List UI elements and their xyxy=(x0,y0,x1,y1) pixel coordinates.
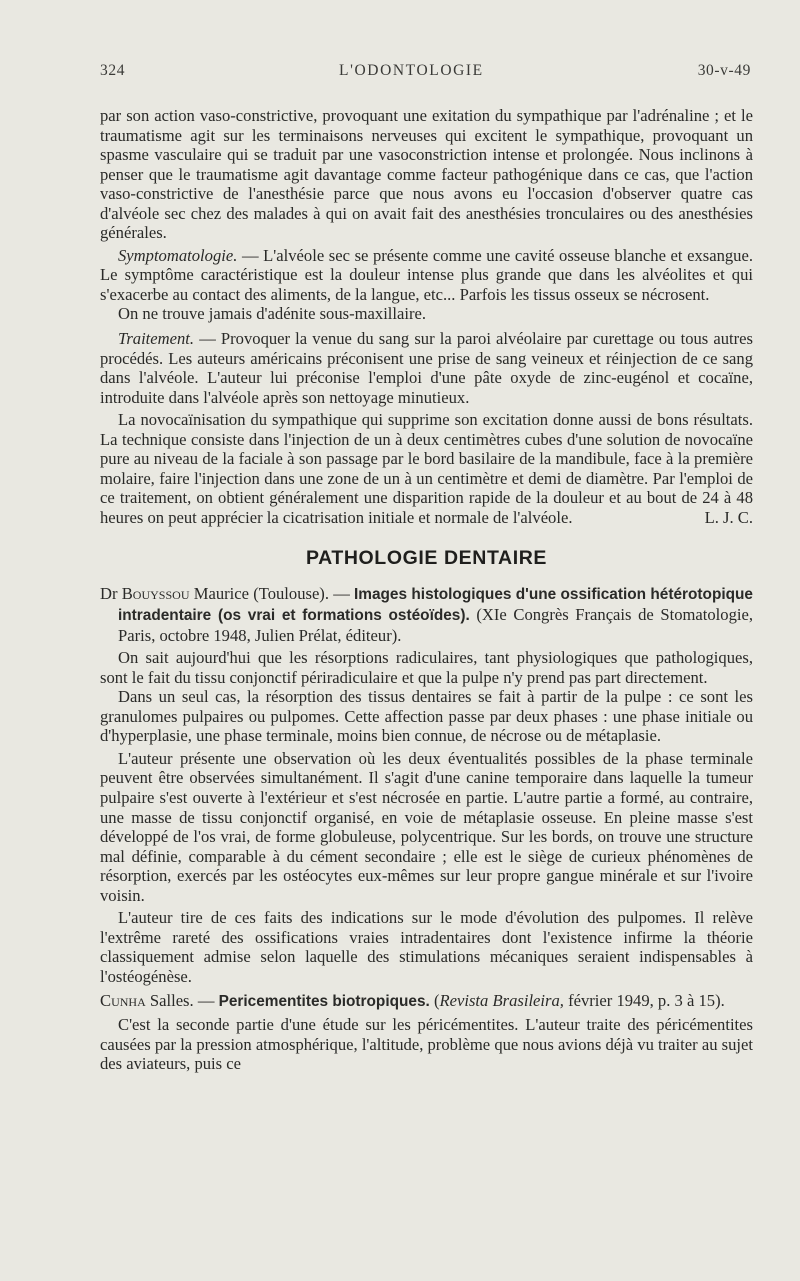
article-reference: (XIe Congrès Français de Stomatologie, Paris, octobre 1948, Julien Prélat, éditeur). xyxy=(118,605,753,645)
paragraph-adenite: On ne trouve jamais d'adénite sous-maxillaire. xyxy=(118,304,427,324)
novocainisation-text: La novocaïnisation du sympathique qui supprime son excitation donne aussi de bons résultats. La technique consiste dans l'injection de un à deux centimètres cubes d'une solution de novocaïne pure au niveau de la faciale à son passage par le bord basilaire de la mandibule, face à la première molaire, faire l'injection dans une zone de un à un centimètre et demi de diamètre. Par l'emploi de ce traitement, on obtient généralement une disparition rapide de la douleur et au bout de 24 à 48 heures on peut apprécier la cicatrisation initiale et normale de l'alvéole. xyxy=(100,410,753,527)
issue-date: 30-v-49 xyxy=(697,62,751,79)
reference-open: ( xyxy=(429,991,440,1011)
entry-cunha-heading xyxy=(100,991,753,1012)
paragraph-novocainisation xyxy=(100,410,753,527)
article-reference: février 1949, p. 3 à 15). xyxy=(563,991,725,1011)
journal-title: L'ODONTOLOGIE xyxy=(339,62,484,79)
author-surname: Cunha xyxy=(100,991,146,1011)
author-details: Salles. — xyxy=(145,991,219,1011)
section-title: PATHOLOGIE DENTAIRE xyxy=(305,547,548,570)
signature: L. J. C. xyxy=(704,507,753,527)
paragraph-continuation: par son action vaso-constrictive, provoquant une exitation du sympathique par l'adrénaline ; et le traumatisme agit sur les terminaisons nerveuses qui excitent le sympathique, provoquant un spasme vasculaire qui se traduit par une vasoconstriction intense et prolongée. Nous inclinons à penser que le traumatisme agit davantage comme facteur pathogénique dans ce cas, que l'action vaso-constrictive de l'anesthésie parce que nous avons eu l'occasion d'observer quatre cas d'alvéole sec chez des malades à qui on avait fait des anesthésies tronculaires ou des anesthésies générales. xyxy=(100,106,753,243)
entry-bouyssou-heading xyxy=(100,584,753,645)
author-details: Maurice (Toulouse). — xyxy=(189,584,355,604)
entry-bouyssou-paragraph-2: Dans un seul cas, la résorption des tissus dentaires se fait à partir de la pulpe : ce sont les granulomes pulpaires ou pulpomes. Cette affection passe par deux phases : une phase initiale ou d'hyperplasie, une phase terminale, moins bien connue, de nécrose ou de métaplasie. xyxy=(100,687,753,746)
author-surname: Bouyssou xyxy=(121,584,190,604)
page-number: 324 xyxy=(100,62,126,79)
paragraph-traitement xyxy=(100,329,753,407)
running-header xyxy=(100,62,753,80)
journal-name: Revista Brasileira, xyxy=(439,991,564,1011)
article-title: Pericementites biotropiques. xyxy=(218,993,430,1011)
entry-bouyssou-paragraph-4: L'auteur tire de ces faits des indications sur le mode d'évolution des pulpomes. Il relève l'extrême rareté des ossifications vraies intradentaires dont l'existence infirme la théorie classiquement admise selon laquelle des stimulations mécaniques seraient indispensables à l'ostéogénèse. xyxy=(100,908,753,986)
paragraph-symptomatologie xyxy=(100,246,753,305)
article-title: Images histologiques d'une ossification hétérotopique intradentaire (os vrai et formations ostéoïdes). xyxy=(118,586,753,625)
doctor-abbrev: Dr xyxy=(100,584,118,604)
traitement-label: Traitement. xyxy=(118,329,195,349)
symptomatologie-label: Symptomatologie. xyxy=(118,245,238,265)
traitement-text: — Provoquer la venue du sang sur la paroi alvéolaire par curettage ou tous autres procédés. Les auteurs américains préconisent une prise de sang veineux et réinjection de ce sang dans l'alvéole. L'auteur lui préconise l'emploi d'une pâte oxyde de zinc-eugénol et cocaïne, introduite dans l'alvéole après son nettoyage minutieux. xyxy=(100,329,753,407)
symptomatologie-text: — L'alvéole sec se présente comme une cavité osseuse blanche et exsangue. Le symptôme caractéristique est la douleur intense plus grande que dans les alvéolites et qui s'exacerbe au contact des aliments, de la langue, etc... Parfois les tissus osseux se nécrosent. xyxy=(100,245,753,304)
entry-bouyssou-paragraph-1: On sait aujourd'hui que les résorptions radiculaires, tant physiologiques que pathologiques, sont le fait du tissu conjonctif périradiculaire et que la pulpe n'y prend pas part directement. xyxy=(100,648,753,687)
entry-cunha-paragraph-1: C'est la seconde partie d'une étude sur les péricémentites. L'auteur traite des péricémentites causées par la pression atmosphérique, l'altitude, problème que nous avions déjà vu traiter au sujet des aviateurs, puis ce xyxy=(100,1014,753,1074)
entry-bouyssou-paragraph-3: L'auteur présente une observation où les deux éventualités possibles de la phase terminale peuvent être observées simultanément. Il s'agit d'une canine temporaire dans laquelle la tumeur pulpaire s'est ouverte à l'extérieur et s'est nécrosée en partie. L'autre partie a formé, au contraire, une masse de tissu conjonctif organisé, en voie de métaplasie osseuse. En pleine masse s'est développé de l'os vrai, de forme globuleuse, polycentrique. Sur les bords, on trouve une structure mal définie, comparable à du cément secondaire ; elle est le siège de curieux phénomènes de résorption, exercés par les ostéocytes eux-mêmes sur leur propre gangue minérale et sur l'ivoire voisin. xyxy=(100,748,753,905)
